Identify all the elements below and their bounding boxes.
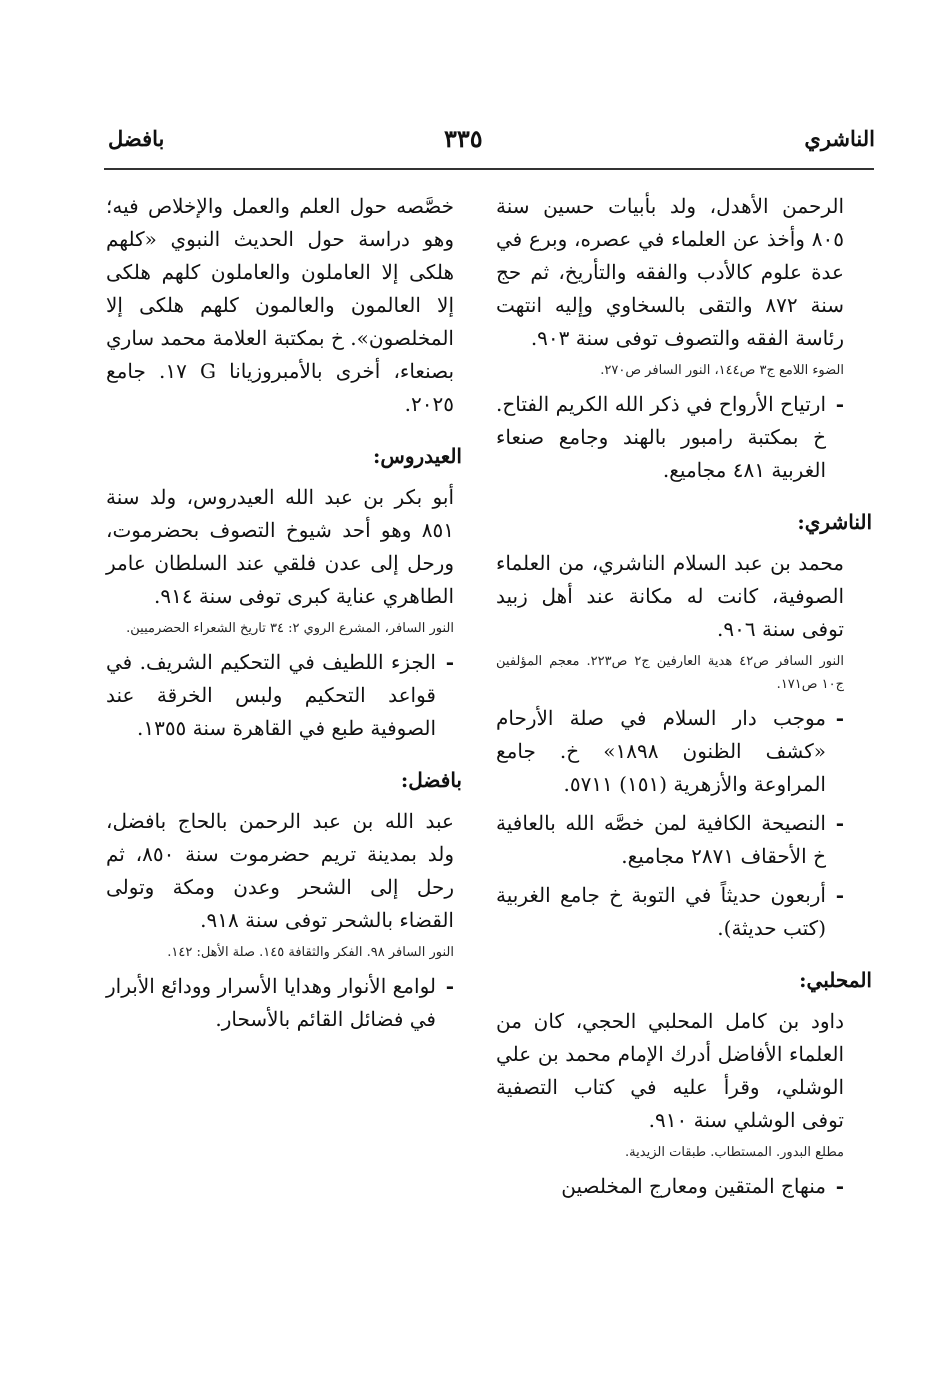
work-item bbox=[496, 1170, 844, 1203]
running-title-left: بافضل bbox=[108, 126, 165, 151]
entry-paragraph: الرحمن الأهدل، ولد بأبيات حسين سنة ٨٠٥ وأخذ عن العلماء في عصره، وبرع في عدة علوم كالأدب والفقه والتأريخ، ثم حج سنة ٨٧٢ والتقى بالسخاوي وإليه انتهت رئاسة الفقه والتصوف توفى سنة ٩٠٣. bbox=[496, 194, 844, 350]
entry-paragraph: محمد بن عبد السلام الناشري، من العلماء الصوفية، كانت له مكانة عند أهل زبيد توفى سنة ٩٠٦. bbox=[496, 551, 844, 641]
entry-paragraph: داود بن كامل المحلبي الحجي، كان من العلماء الأفاضل أدرك الإمام محمد بن علي الوشلي، وقرأ عليه في كتاب التصفية توفى الوشلي سنة ٩١٠. bbox=[496, 1009, 844, 1132]
page-number: ٣٣٥ bbox=[444, 124, 483, 153]
entry-paragraph: خصَّصه حول العلم والعمل والإخلاص فيه؛ وهو دراسة حول الحديث النبوي «كلهم هلكى إلا العاملون والعاملون كلهم هلكى إلا العالمون والعالمون كلهم هلكى إلا المخلصون». خ بمكتبة العلامة محمد ساري بصنعاء، أخرى بالأمبروزيانا G ١٧. جامع ٢٠٢٥. bbox=[106, 194, 455, 416]
list-dash: - bbox=[835, 1174, 844, 1198]
list-dash: - bbox=[445, 974, 454, 998]
left-column bbox=[106, 190, 462, 1042]
reference-note: الضوء اللامع ج٣ ص١٤٤، النور السافر ص٢٧٠. bbox=[600, 363, 844, 378]
right-column bbox=[496, 190, 872, 1209]
work-title: النصيحة الكافية لمن خصَّه الله بالعافية خ الأحقاف ٢٨٧١ مجاميع. bbox=[496, 811, 826, 868]
entry-heading: المحلبي: bbox=[799, 968, 872, 992]
work-title: الجزء اللطيف في التحكيم الشريف. في قواعد التحكيم ولبس الخرقة عند الصوفية طبع في القاهرة سنة ١٣٥٥. bbox=[106, 650, 436, 740]
reference-note: النور السافر ص٤٢ هدية العارفين ج٢ ص٢٢٣. معجم المؤلفين ج١٠ ص١٧١. bbox=[496, 654, 844, 692]
reference-note: النور السافر، المشرع الروي ٢: ٣٤ تاريخ الشعراء الحضرميين. bbox=[126, 621, 454, 636]
running-title-right: الناشري bbox=[804, 126, 875, 151]
work-title: ارتياح الأرواح في ذكر الله الكريم الفتاح. خ بمكتبة رامبور بالهند وجامع صنعاء الغربية ٤٨١ مجاميع. bbox=[496, 392, 826, 482]
work-title: منهاج المتقين ومعارج المخلصين bbox=[561, 1174, 826, 1198]
list-dash: - bbox=[835, 392, 844, 416]
list-dash: - bbox=[835, 883, 844, 907]
reference-note: مطلع البدور. المستطاب. طبقات الزيدية. bbox=[625, 1145, 844, 1160]
reference-note: النور السافر ٩٨. الفكر والثقافة ١٤٥. صلة الأهل: ١٤٢. bbox=[167, 945, 454, 960]
work-item bbox=[496, 388, 844, 487]
entry-heading: الناشري: bbox=[797, 510, 872, 534]
list-dash: - bbox=[835, 706, 844, 730]
work-title: أربعون حديثاً في التوبة خ جامع الغربية (كتب حديثة). bbox=[496, 883, 826, 940]
entry-heading: العيدروس: bbox=[373, 444, 462, 468]
work-item bbox=[496, 702, 844, 801]
work-item bbox=[106, 646, 454, 745]
list-dash: - bbox=[445, 650, 454, 674]
entry-heading: بافضل: bbox=[400, 768, 462, 792]
work-title: لوامع الأنوار وهدايا الأسرار وودائع الأبرار في فضائل القائم بالأسحار. bbox=[106, 974, 436, 1031]
work-item bbox=[496, 879, 844, 945]
work-title: موجب دار السلام في صلة الأرحام «كشف الظنون ١٨٩٨» خ. جامع المراوعة والأزهرية (١٥١) ٥٧١١. bbox=[496, 706, 826, 796]
entry-paragraph: أبو بكر بن عبد الله العيدروس، ولد سنة ٨٥١ وهو أحد شيوخ التصوف بحضرموت، ورحل إلى عدن فلقي عند السلطان عامر الطاهري عناية كبرى توفى سنة ٩١٤. bbox=[106, 485, 454, 608]
work-item bbox=[106, 970, 454, 1036]
list-dash: - bbox=[835, 811, 844, 835]
header-rule bbox=[104, 168, 874, 170]
work-item bbox=[496, 807, 844, 873]
entry-paragraph: عبد الله بن عبد الرحمن بالحاج بافضل، ولد بمدينة تريم حضرموت سنة ٨٥٠، ثم رحل إلى الشحر وعدن ومكة وتولى القضاء بالشحر توفى سنة ٩١٨. bbox=[106, 809, 454, 932]
